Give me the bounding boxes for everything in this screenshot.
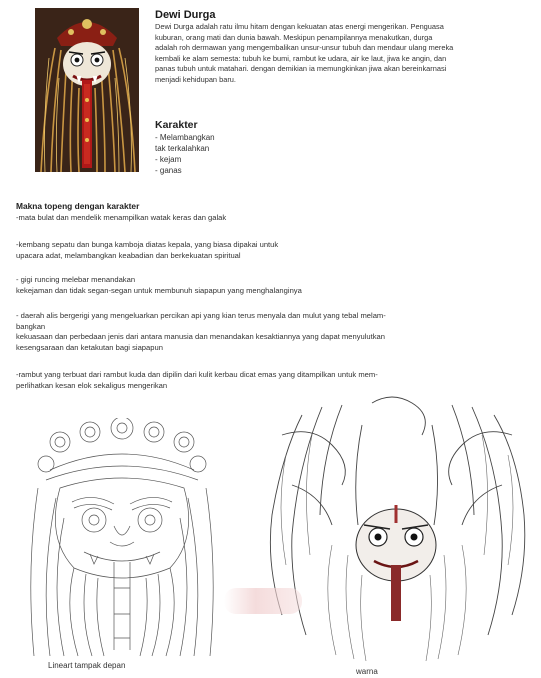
paragraph-line: - gigi runcing melebar menandakan [16,275,136,284]
paragraph-line: -mata bulat dan mendelik menampilkan watak keras dan galak [16,213,227,222]
paragraph-line: -kembang sepatu dan bunga kamboja diatas kepala, yang biasa dipakai untuk [16,240,279,249]
list-item: - ganas [155,166,182,175]
paragraph-mata [16,213,486,224]
paragraph-line: - daerah alis bergerigi yang mengeluarkan percikan api yang kian terus menyala dan mulut yang tebal melam- [16,311,386,320]
list-item: - kejam [155,155,182,164]
mask-photo [35,8,139,172]
warna-illustration [262,395,530,663]
paragraph-rambut [16,370,486,391]
paragraph-line: perlihatkan kesan elok sekaligus mengerikan [16,380,168,390]
list-item: tak terkalahkan [155,144,210,153]
warna-caption: warna [356,667,378,676]
lineart-caption: Lineart tampak depan [48,661,126,670]
paragraph-line: kesengsaraan dan ketakutan bagi siapapun [16,342,163,352]
paragraph-line: kekejaman dan tidak segan-segan untuk membunuh siapapun yang menghalanginya [16,285,302,295]
list-item: - Melambangkan [155,133,215,142]
paragraph-line: -rambut yang terbuat dari rambut kuda dan dipilin dari kulit kerbau dicat emas yang ditampilkan untuk mem- [16,370,378,379]
color-smudge [224,588,302,614]
paragraph-line: kekuasaan dan perbedaan jenis dari antara manusia dan menandakan kesaktiannya yang dapat menyulutkan [16,332,385,342]
description-text: Dewi Durga adalah ratu ilmu hitam dengan kekuatan atas energi mengerikan. Penguasa kuburan, orang mati dan dunia bawah. Meskipun penampilannya menakutkan, durga adalah roh dermawan yang mengembalikan unsur-unsur tubuh dan mendaur ulang mereka kembali ke alam semesta: tubuh ke bumi, rambut ke udara, air ke laut, jiwa ke angin, dan panas tubuh untuk matahari. dengan demikian ia memungkinkan jiwa akan bereinkarnasi menjadi kehidupan baru. [155,22,454,84]
paragraph-alis [16,311,486,353]
makna-heading: Makna topeng dengan karakter [16,201,140,211]
karakter-list [155,132,215,176]
paragraph-gigi [16,275,486,296]
paragraph-line: upacara adat, melambangkan keabadian dan berkekuatan spiritual [16,250,241,260]
karakter-heading: Karakter [155,119,198,131]
page-title: Dewi Durga [155,9,216,21]
paragraph-kembang [16,240,486,261]
lineart-illustration [20,418,224,658]
paragraph-line: bangkan [16,321,46,331]
